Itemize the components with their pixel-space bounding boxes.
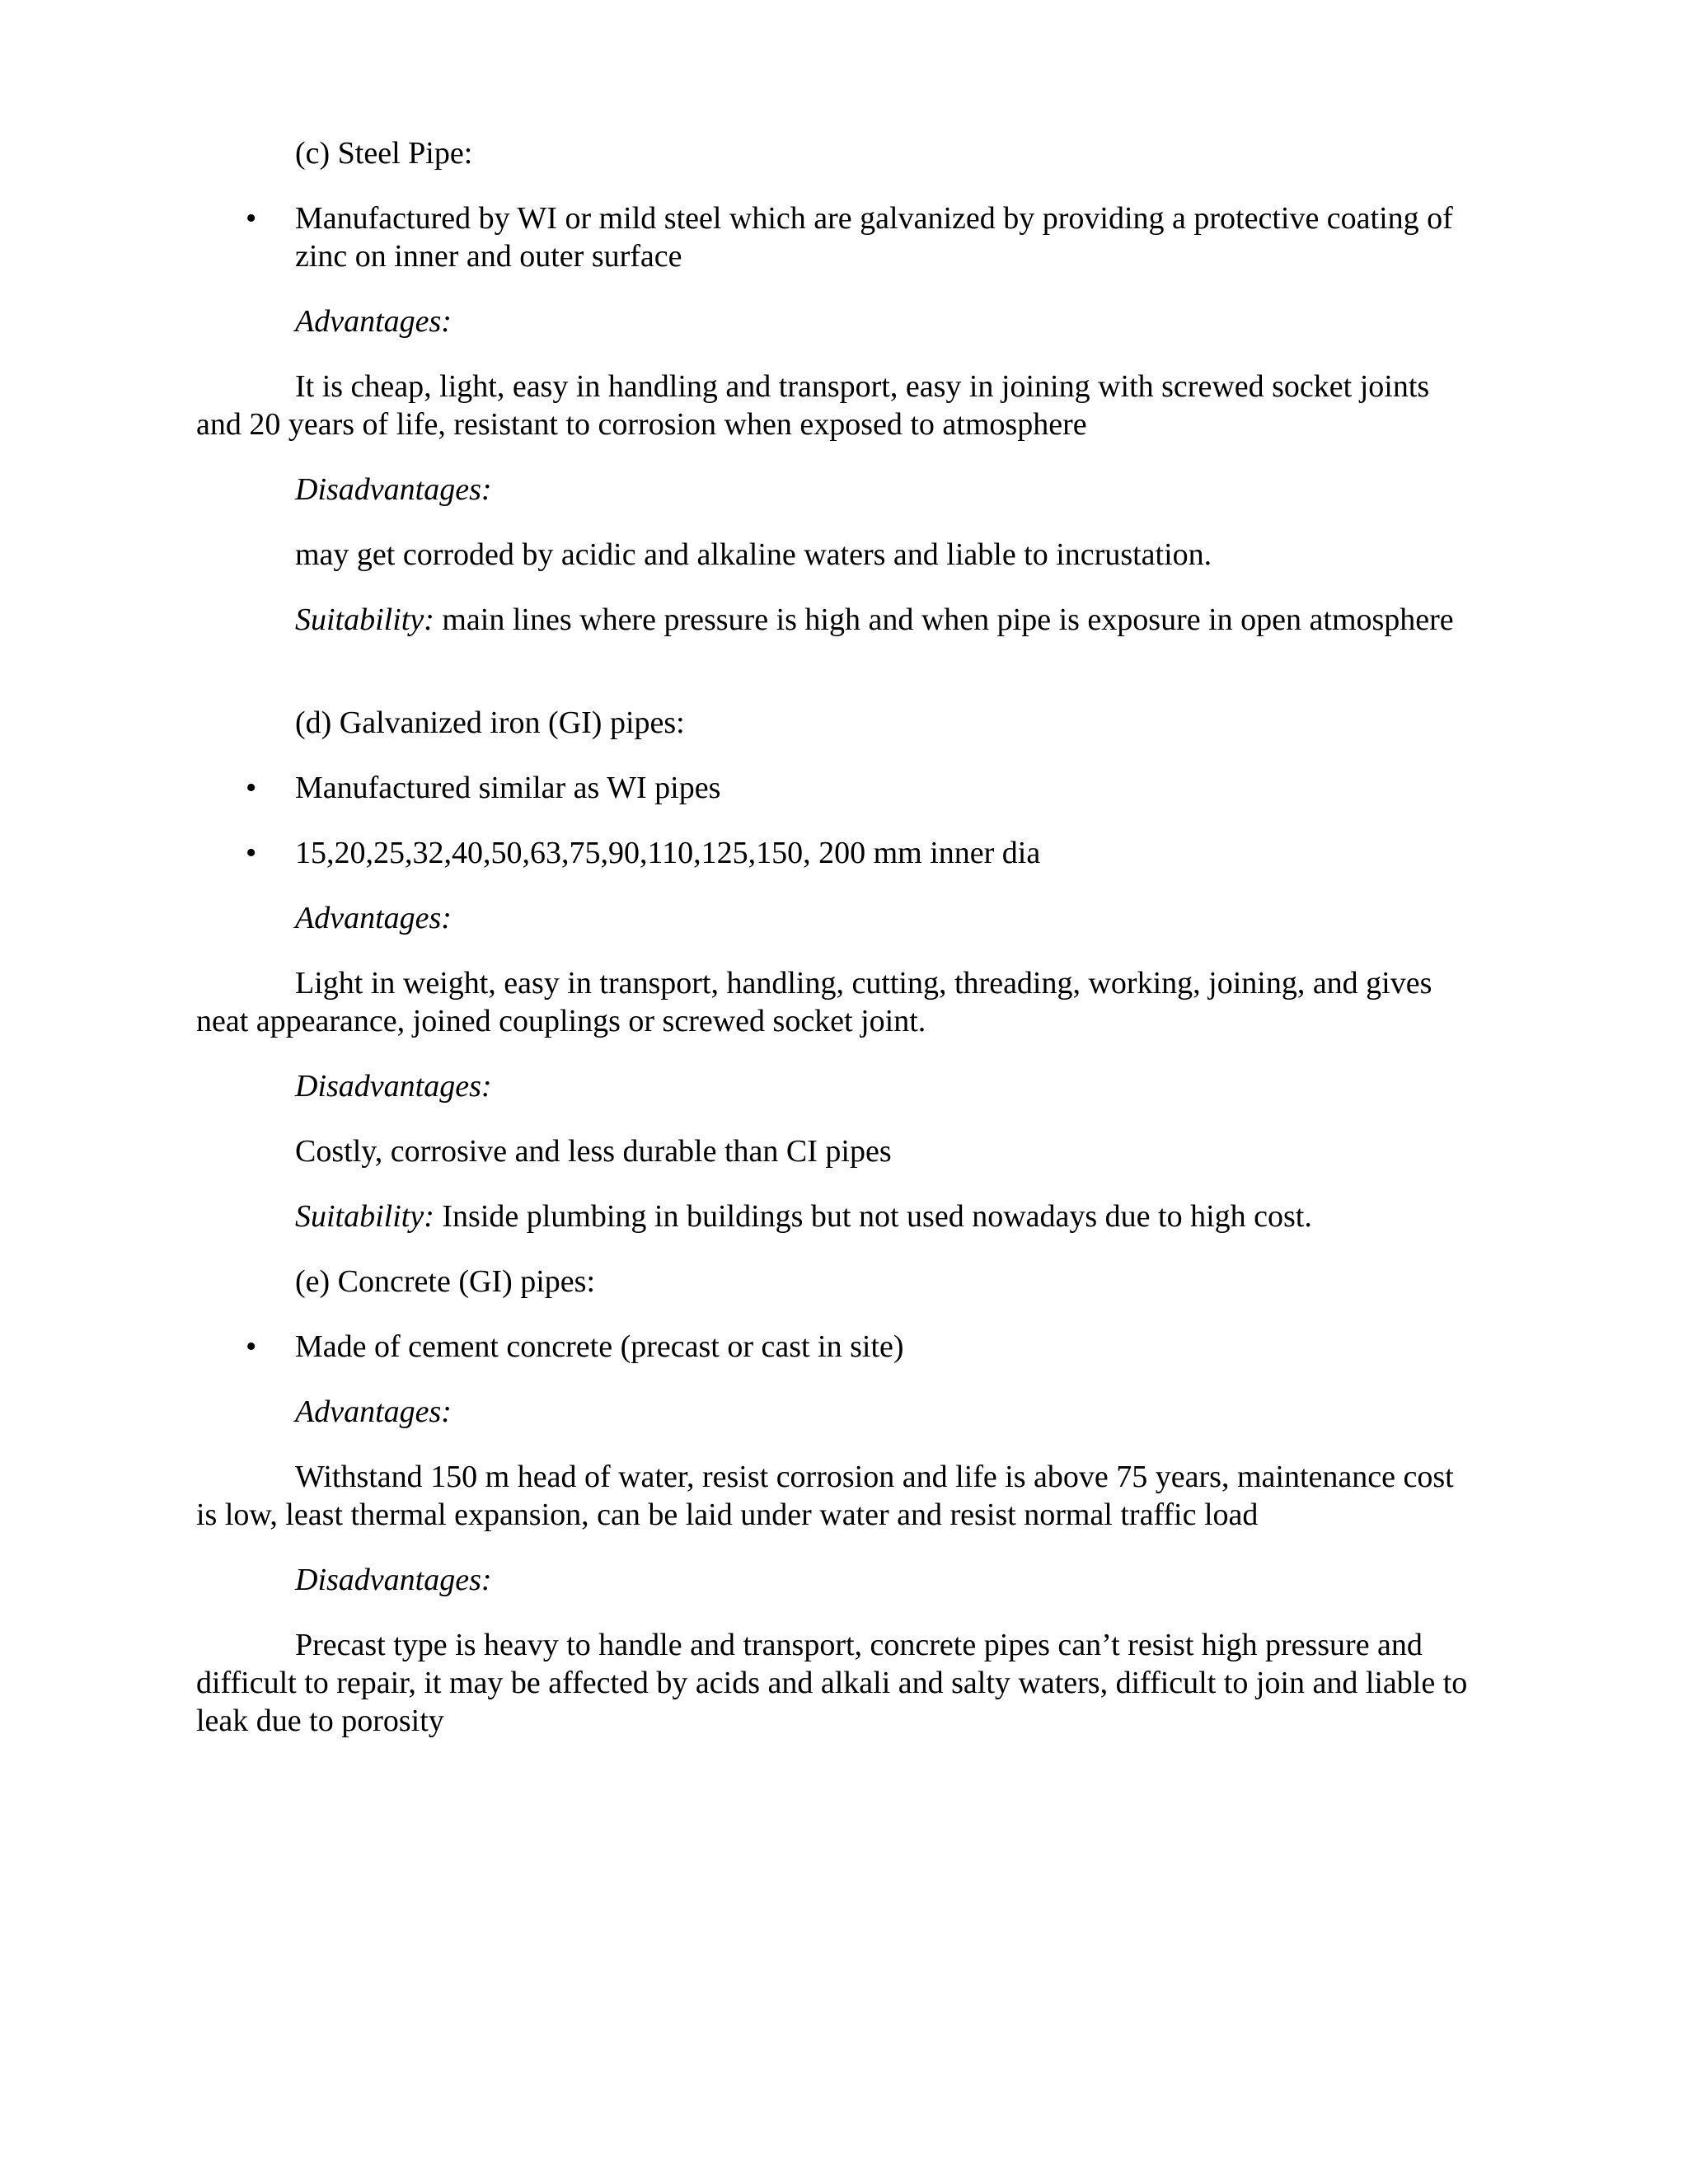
suitability-paragraph: Suitability: Inside plumbing in buildings but not used nowadays due to high cost. [295, 1199, 1312, 1234]
disadvantages-label: Disadvantages: [295, 1069, 492, 1104]
bullet-dot: • [246, 1329, 257, 1364]
bullet-text: Manufactured similar as WI pipes [295, 771, 721, 805]
advantages-label: Advantages: [295, 901, 452, 935]
bullet-dot: • [246, 771, 257, 805]
bullet-dot: • [246, 836, 257, 870]
disadvantages-text: Costly, corrosive and less durable than CI pipes [295, 1134, 892, 1169]
bullet-text: Manufactured by WI or mild steel which are galvanized by providing a protective coating of zinc on inner and outer surface [295, 201, 1453, 274]
bullet-dot: • [246, 201, 257, 236]
section-heading-steel-pipe: (c) Steel Pipe: [295, 136, 473, 171]
disadvantages-text: may get corroded by acidic and alkaline waters and liable to incrustation. [295, 537, 1212, 572]
advantages-text: Light in weight, easy in transport, handling, cutting, threading, working, joining, and gives neat appearance, joined couplings or screwed socket joint. [196, 966, 1432, 1038]
bullet-item [196, 834, 1482, 872]
bullet-item [196, 1328, 1482, 1366]
bullet-text: Made of cement concrete (precast or cast in site) [295, 1329, 904, 1364]
bullet-text: 15,20,25,32,40,50,63,75,90,110,125,150, 200 mm inner dia [295, 836, 1041, 870]
bullet-item [196, 199, 1482, 275]
advantages-label: Advantages: [295, 1394, 452, 1429]
disadvantages-label: Disadvantages: [295, 472, 492, 507]
advantages-text: It is cheap, light, easy in handling and transport, easy in joining with screwed socket joints and 20 years of life, resistant to corrosion when exposed to atmosphere [196, 369, 1430, 442]
section-heading-gi-pipes: (d) Galvanized iron (GI) pipes: [295, 705, 685, 740]
advantages-label: Advantages: [295, 304, 452, 339]
bullet-item [196, 769, 1482, 807]
disadvantages-text: Precast type is heavy to handle and transport, concrete pipes can’t resist high pressure and difficult to repair, it may be affected by acids and alkali and salty waters, difficult to join and liable to leak due to porosity [196, 1628, 1468, 1738]
section-heading-concrete-pipes: (e) Concrete (GI) pipes: [295, 1264, 596, 1299]
advantages-text: Withstand 150 m head of water, resist corrosion and life is above 75 years, maintenance cost is low, least thermal expansion, can be laid under water and resist normal traffic load [196, 1460, 1454, 1532]
disadvantages-label: Disadvantages: [295, 1563, 492, 1597]
suitability-paragraph: Suitability: main lines where pressure is high and when pipe is exposure in open atmosphere [295, 602, 1454, 637]
